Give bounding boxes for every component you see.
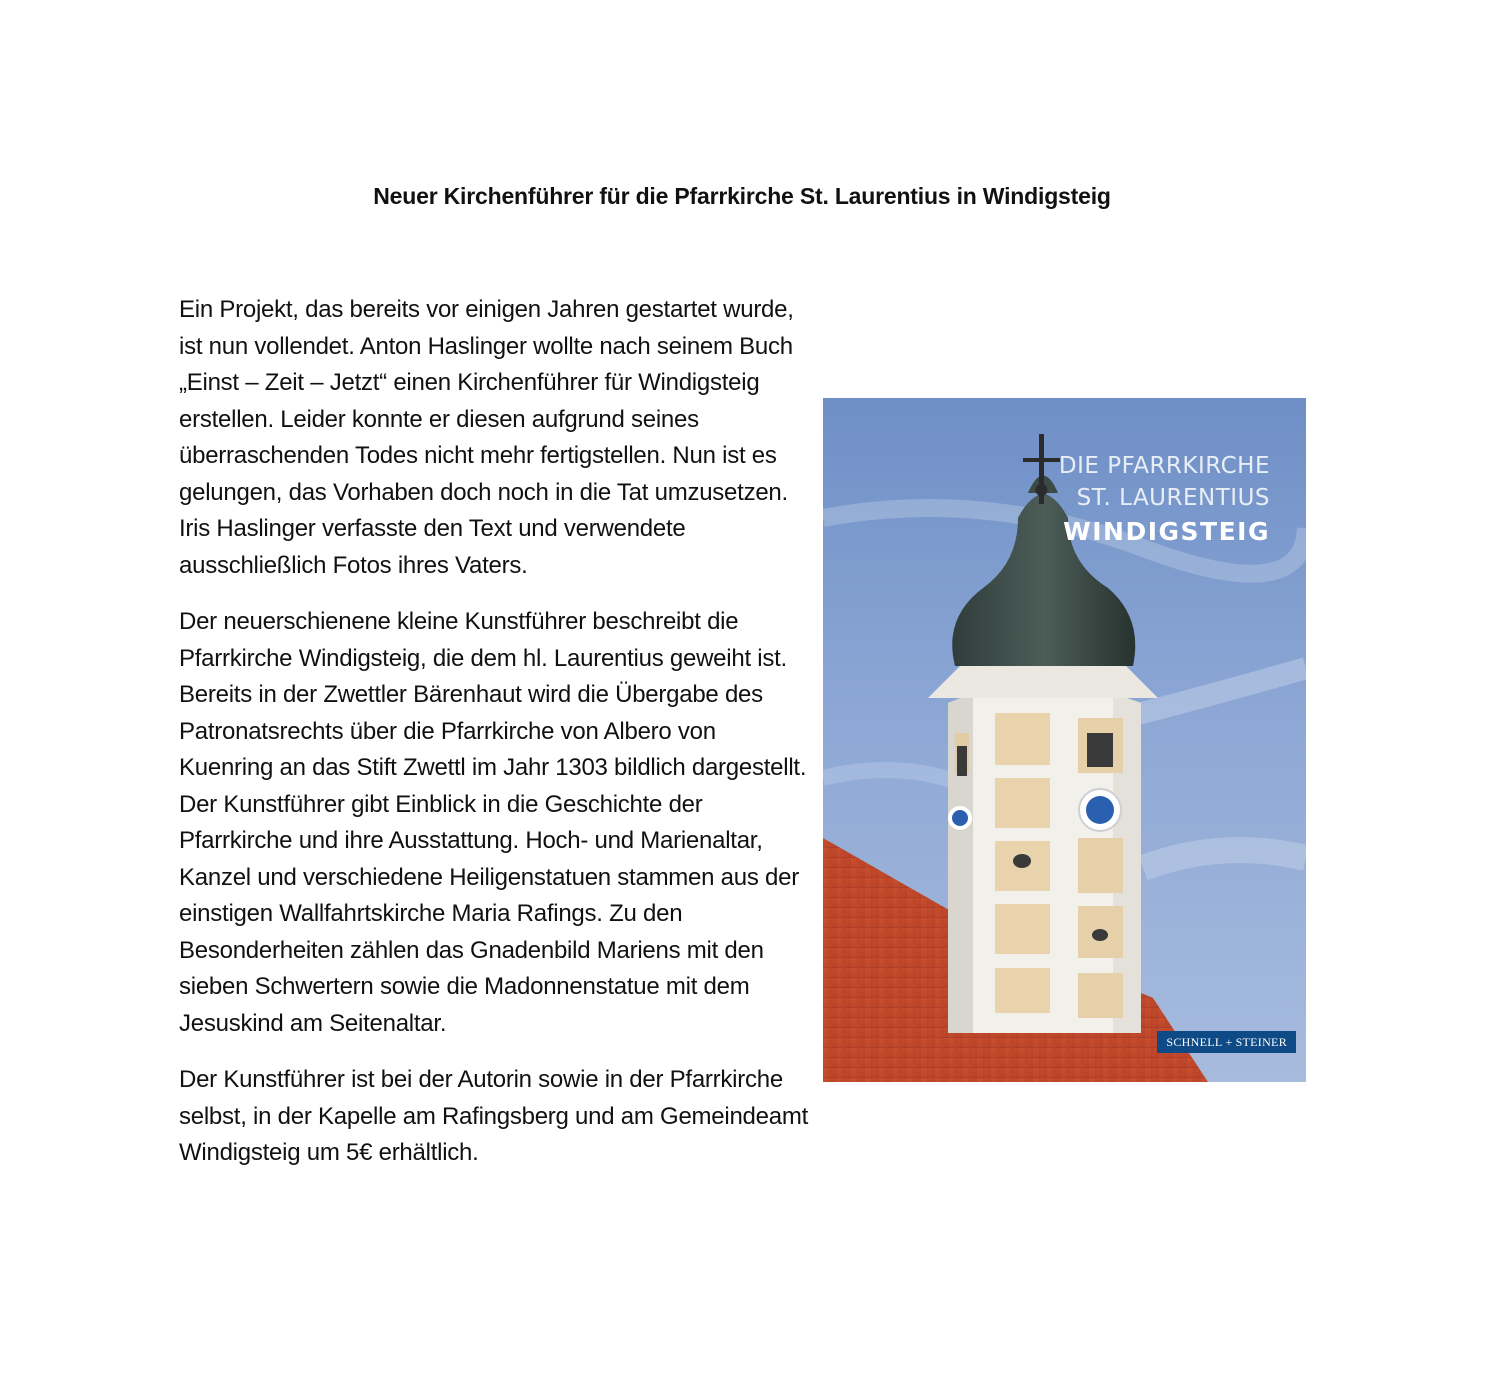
publisher-badge [1157, 1031, 1296, 1053]
article-body [179, 292, 809, 1192]
publisher-name-right: STEINER [1235, 1035, 1287, 1049]
cover-line-1: DIE PFARRKIRCHE [1058, 453, 1270, 479]
paragraph-2: Der neuerschienene kleine Kunstführer beschreibt die Pfarrkirche Windigsteig, die dem hl. Laurentius geweiht ist. Bereits in der Zwettler Bärenhaut wird die Übergabe des Patronatsrechts über die Pfarrkirche von Albero von Kuenring an das Stift Zwettl im Jahr 1303 bildlich dargestellt. Der Kunstführer gibt Einblick in die Geschichte der Pfarrkirche und ihre Ausstattung. Hoch- und Marienaltar, Kanzel und verschiedene Heiligenstatuen stammen aus der einstigen Wallfahrtskirche Maria Rafings. Zu den Besonderheiten zählen das Gnadenbild Mariens mit den sieben Schwertern sowie die Madonnenstatue mit dem Jesuskind am Seitenaltar. [179, 608, 807, 1037]
publisher-name-left: SCHNELL [1166, 1035, 1223, 1049]
paragraph-1: Ein Projekt, das bereits vor einigen Jahren gestartet wurde, ist nun vollendet. Anton Haslinger wollte nach seinem Buch „Einst – Zeit – Jetzt“ einen Kirchenführer für Windigsteig erstellen. Leider konnte er diesen aufgrund seines überraschenden Todes nicht mehr fertigstellen. Nun ist es gelungen, das Vorhaben doch noch in die Tat umzusetzen. Iris Haslinger verfasste den Text und verwendete ausschließlich Fotos ihres Vaters. [179, 296, 794, 579]
publisher-separator: + [1225, 1035, 1233, 1049]
book-cover-image [823, 398, 1306, 1082]
paragraph-3: Der Kunstführer ist bei der Autorin sowie in der Pfarrkirche selbst, in der Kapelle am Rafingsberg und am Gemeindeamt Windigsteig um 5€ erhältlich. [179, 1066, 809, 1166]
cover-line-2: ST. LAURENTIUS [1076, 485, 1270, 511]
article-title: Neuer Kirchenführer für die Pfarrkirche St. Laurentius in Windigsteig [373, 183, 1111, 209]
cover-line-3: WINDIGSTEIG [1063, 517, 1270, 546]
cover-title [1059, 450, 1270, 548]
